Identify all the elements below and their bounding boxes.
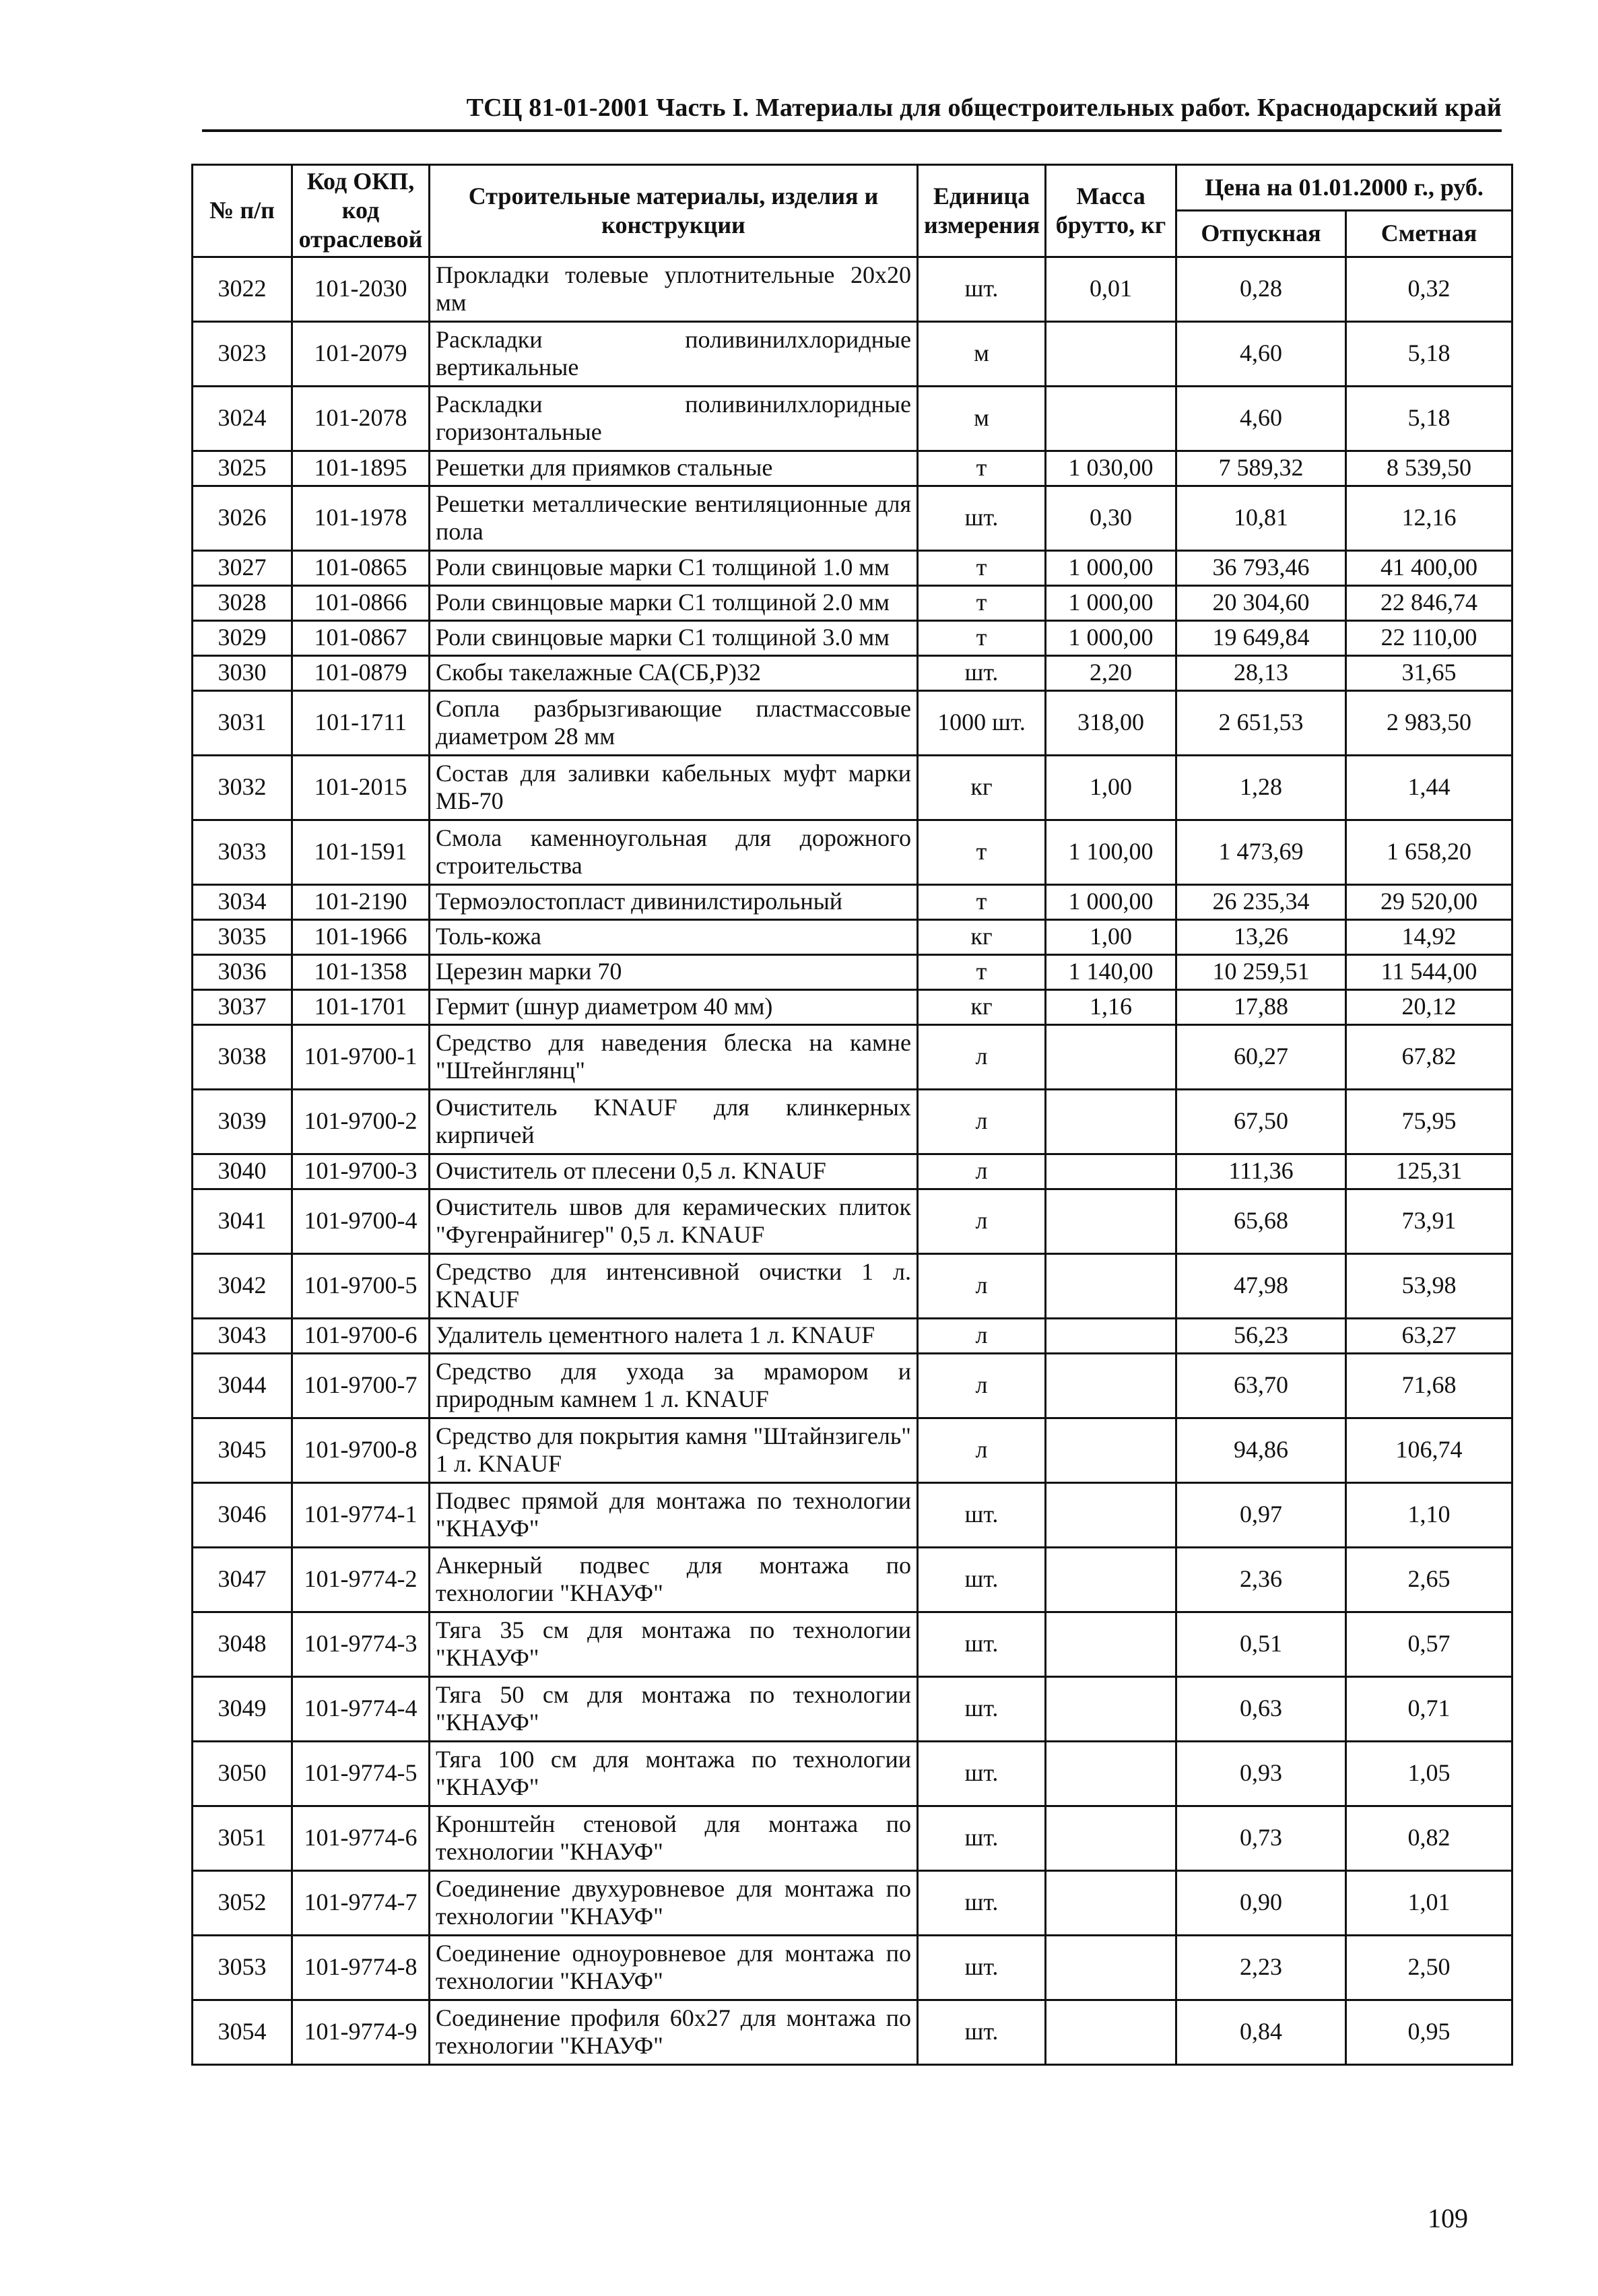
row-name: Скобы такелажные СА(СБ,Р)32: [430, 655, 918, 690]
row-unit: кг: [918, 919, 1046, 954]
row-name: Роли свинцовые марки С1 толщиной 1.0 мм: [430, 550, 918, 585]
row-code: 101-2079: [292, 321, 430, 386]
row-num: 3044: [193, 1353, 292, 1418]
row-mass: 1 030,00: [1046, 451, 1176, 486]
table-row: [193, 954, 1512, 989]
row-price-release: 2,36: [1176, 1547, 1346, 1612]
table-row: [193, 919, 1512, 954]
row-price-estimate: 8 539,50: [1346, 451, 1512, 486]
row-mass: 1,00: [1046, 919, 1176, 954]
row-price-release: 2 651,53: [1176, 690, 1346, 755]
header-row: [193, 165, 1512, 211]
row-unit: т: [918, 550, 1046, 585]
row-code: 101-9774-2: [292, 1547, 430, 1612]
row-unit: т: [918, 884, 1046, 919]
table-row: [193, 550, 1512, 585]
row-price-release: 0,90: [1176, 1870, 1346, 1935]
col-header-price-estimate: Сметная: [1346, 211, 1512, 257]
row-price-estimate: 2 983,50: [1346, 690, 1512, 755]
col-header-price-group: Цена на 01.01.2000 г., руб.: [1176, 165, 1512, 211]
table-row: [193, 989, 1512, 1024]
col-header-price-release: Отпускная: [1176, 211, 1346, 257]
row-code: 101-9700-5: [292, 1253, 430, 1318]
row-price-release: 36 793,46: [1176, 550, 1346, 585]
row-price-release: 28,13: [1176, 655, 1346, 690]
row-code: 101-1978: [292, 486, 430, 550]
row-price-release: 2,23: [1176, 1935, 1346, 2000]
row-price-estimate: 0,95: [1346, 2000, 1512, 2064]
row-unit: шт.: [918, 1676, 1046, 1741]
row-num: 3040: [193, 1154, 292, 1189]
row-price-estimate: 5,18: [1346, 386, 1512, 451]
row-price-release: 4,60: [1176, 386, 1346, 451]
row-price-release: 0,97: [1176, 1482, 1346, 1547]
table-row: [193, 1418, 1512, 1482]
row-num: 3037: [193, 989, 292, 1024]
row-price-estimate: 1,10: [1346, 1482, 1512, 1547]
row-price-estimate: 75,95: [1346, 1089, 1512, 1154]
row-num: 3031: [193, 690, 292, 755]
row-name: Средство для ухода за мрамором и природным камнем 1 л. KNAUF: [430, 1353, 918, 1418]
row-code: 101-1701: [292, 989, 430, 1024]
row-code: 101-9700-6: [292, 1318, 430, 1353]
table-row: [193, 1547, 1512, 1612]
row-code: 101-9700-1: [292, 1024, 430, 1089]
row-price-estimate: 2,65: [1346, 1547, 1512, 1612]
row-unit: 1000 шт.: [918, 690, 1046, 755]
row-price-release: 0,51: [1176, 1612, 1346, 1676]
row-price-release: 13,26: [1176, 919, 1346, 954]
row-unit: т: [918, 585, 1046, 620]
row-code: 101-9774-4: [292, 1676, 430, 1741]
row-price-estimate: 125,31: [1346, 1154, 1512, 1189]
row-unit: шт.: [918, 1935, 1046, 2000]
row-name: Прокладки толевые уплотнительные 20х20 мм: [430, 257, 918, 321]
row-unit: шт.: [918, 1870, 1046, 1935]
table-row: [193, 620, 1512, 655]
row-name: Анкерный подвес для монтажа по технологии "КНАУФ": [430, 1547, 918, 1612]
row-num: 3028: [193, 585, 292, 620]
row-price-estimate: 1,01: [1346, 1870, 1512, 1935]
table-body: [193, 257, 1512, 2064]
row-num: 3043: [193, 1318, 292, 1353]
row-price-release: 60,27: [1176, 1024, 1346, 1089]
row-mass: [1046, 1806, 1176, 1870]
table-row: [193, 1612, 1512, 1676]
col-header-code: Код ОКП, код отраслевой: [292, 165, 430, 257]
row-code: 101-9774-6: [292, 1806, 430, 1870]
row-price-estimate: 0,32: [1346, 257, 1512, 321]
row-price-estimate: 29 520,00: [1346, 884, 1512, 919]
row-price-estimate: 1,44: [1346, 755, 1512, 820]
row-num: 3038: [193, 1024, 292, 1089]
row-mass: 0,01: [1046, 257, 1176, 321]
row-price-estimate: 11 544,00: [1346, 954, 1512, 989]
row-mass: [1046, 1612, 1176, 1676]
row-name: Раскладки поливинилхлоридные вертикальные: [430, 321, 918, 386]
row-price-estimate: 0,82: [1346, 1806, 1512, 1870]
row-mass: [1046, 1154, 1176, 1189]
table-row: [193, 1353, 1512, 1418]
row-unit: шт.: [918, 2000, 1046, 2064]
table-row: [193, 1024, 1512, 1089]
row-price-release: 17,88: [1176, 989, 1346, 1024]
row-price-estimate: 71,68: [1346, 1353, 1512, 1418]
row-num: 3032: [193, 755, 292, 820]
row-unit: л: [918, 1318, 1046, 1353]
row-name: Соединение одноуровневое для монтажа по технологии "КНАУФ": [430, 1935, 918, 2000]
row-price-estimate: 1,05: [1346, 1741, 1512, 1806]
row-mass: [1046, 1741, 1176, 1806]
row-code: 101-0866: [292, 585, 430, 620]
row-num: 3039: [193, 1089, 292, 1154]
row-mass: 2,20: [1046, 655, 1176, 690]
row-price-estimate: 2,50: [1346, 1935, 1512, 2000]
row-price-estimate: 1 658,20: [1346, 820, 1512, 884]
row-price-release: 0,73: [1176, 1806, 1346, 1870]
table-row: [193, 1189, 1512, 1253]
col-header-num: № п/п: [193, 165, 292, 257]
row-price-release: 94,86: [1176, 1418, 1346, 1482]
row-name: Очиститель KNAUF для клинкерных кирпичей: [430, 1089, 918, 1154]
row-name: Смола каменноугольная для дорожного строительства: [430, 820, 918, 884]
table-row: [193, 755, 1512, 820]
row-num: 3045: [193, 1418, 292, 1482]
row-num: 3050: [193, 1741, 292, 1806]
table-row: [193, 1741, 1512, 1806]
row-num: 3041: [193, 1189, 292, 1253]
header-rule: [202, 129, 1502, 132]
row-code: 101-9774-5: [292, 1741, 430, 1806]
row-unit: т: [918, 620, 1046, 655]
row-mass: [1046, 2000, 1176, 2064]
row-price-release: 20 304,60: [1176, 585, 1346, 620]
row-price-estimate: 22 110,00: [1346, 620, 1512, 655]
row-num: 3033: [193, 820, 292, 884]
row-mass: [1046, 1676, 1176, 1741]
row-mass: [1046, 1318, 1176, 1353]
row-num: 3030: [193, 655, 292, 690]
row-unit: кг: [918, 755, 1046, 820]
row-unit: шт.: [918, 1741, 1046, 1806]
row-code: 101-2030: [292, 257, 430, 321]
row-price-release: 0,84: [1176, 2000, 1346, 2064]
row-unit: л: [918, 1418, 1046, 1482]
row-price-release: 26 235,34: [1176, 884, 1346, 919]
row-unit: шт.: [918, 1482, 1046, 1547]
row-mass: 1 100,00: [1046, 820, 1176, 884]
row-unit: т: [918, 820, 1046, 884]
row-name: Средство для интенсивной очистки 1 л. KNAUF: [430, 1253, 918, 1318]
row-mass: 1 000,00: [1046, 585, 1176, 620]
row-unit: кг: [918, 989, 1046, 1024]
row-price-release: 0,28: [1176, 257, 1346, 321]
row-code: 101-2078: [292, 386, 430, 451]
table-row: [193, 321, 1512, 386]
row-unit: л: [918, 1154, 1046, 1189]
row-price-release: 19 649,84: [1176, 620, 1346, 655]
row-price-release: 1 473,69: [1176, 820, 1346, 884]
row-mass: 1 000,00: [1046, 550, 1176, 585]
row-price-release: 47,98: [1176, 1253, 1346, 1318]
table-row: [193, 257, 1512, 321]
row-code: 101-1966: [292, 919, 430, 954]
row-num: 3029: [193, 620, 292, 655]
materials-table: [191, 164, 1513, 2066]
row-price-release: 10,81: [1176, 486, 1346, 550]
row-price-release: 4,60: [1176, 321, 1346, 386]
row-num: 3042: [193, 1253, 292, 1318]
row-code: 101-0867: [292, 620, 430, 655]
row-mass: [1046, 1482, 1176, 1547]
table-row: [193, 1870, 1512, 1935]
table-row: [193, 451, 1512, 486]
row-num: 3036: [193, 954, 292, 989]
row-mass: 1,00: [1046, 755, 1176, 820]
row-mass: 318,00: [1046, 690, 1176, 755]
row-mass: [1046, 1353, 1176, 1418]
row-code: 101-9700-2: [292, 1089, 430, 1154]
table-row: [193, 2000, 1512, 2064]
row-name: Средство для покрытия камня "Штайнзигель" 1 л. KNAUF: [430, 1418, 918, 1482]
row-unit: шт.: [918, 655, 1046, 690]
row-mass: [1046, 1253, 1176, 1318]
table-row: [193, 1154, 1512, 1189]
row-price-release: 7 589,32: [1176, 451, 1346, 486]
row-price-release: 56,23: [1176, 1318, 1346, 1353]
row-num: 3051: [193, 1806, 292, 1870]
row-num: 3047: [193, 1547, 292, 1612]
table-row: [193, 585, 1512, 620]
row-mass: [1046, 1024, 1176, 1089]
row-name: Термоэлостопласт дивинилстирольный: [430, 884, 918, 919]
row-mass: [1046, 1418, 1176, 1482]
row-name: Тяга 50 см для монтажа по технологии "КНАУФ": [430, 1676, 918, 1741]
table-row: [193, 1935, 1512, 2000]
row-num: 3024: [193, 386, 292, 451]
row-unit: шт.: [918, 1547, 1046, 1612]
row-num: 3053: [193, 1935, 292, 2000]
row-price-estimate: 67,82: [1346, 1024, 1512, 1089]
row-name: Гермит (шнур диаметром 40 мм): [430, 989, 918, 1024]
page-header: ТСЦ 81-01-2001 Часть I. Материалы для общестроительных работ. Краснодарский край: [466, 94, 1502, 122]
row-num: 3025: [193, 451, 292, 486]
row-code: 101-9774-1: [292, 1482, 430, 1547]
row-unit: л: [918, 1189, 1046, 1253]
row-code: 101-1358: [292, 954, 430, 989]
row-mass: [1046, 1547, 1176, 1612]
row-unit: м: [918, 386, 1046, 451]
row-num: 3048: [193, 1612, 292, 1676]
row-num: 3054: [193, 2000, 292, 2064]
row-unit: шт.: [918, 257, 1046, 321]
row-price-estimate: 12,16: [1346, 486, 1512, 550]
row-price-estimate: 20,12: [1346, 989, 1512, 1024]
row-unit: л: [918, 1024, 1046, 1089]
row-name: Подвес прямой для монтажа по технологии "КНАУФ": [430, 1482, 918, 1547]
row-mass: [1046, 386, 1176, 451]
table-row: [193, 655, 1512, 690]
row-mass: 1 000,00: [1046, 620, 1176, 655]
row-unit: т: [918, 954, 1046, 989]
row-unit: л: [918, 1253, 1046, 1318]
row-price-estimate: 14,92: [1346, 919, 1512, 954]
page-number: 109: [1428, 2203, 1468, 2233]
row-code: 101-9774-7: [292, 1870, 430, 1935]
row-unit: т: [918, 451, 1046, 486]
table-row: [193, 1482, 1512, 1547]
row-price-estimate: 22 846,74: [1346, 585, 1512, 620]
row-name: Роли свинцовые марки С1 толщиной 2.0 мм: [430, 585, 918, 620]
row-name: Соединение профиля 60х27 для монтажа по технологии "КНАУФ": [430, 2000, 918, 2064]
row-price-release: 0,63: [1176, 1676, 1346, 1741]
row-price-release: 65,68: [1176, 1189, 1346, 1253]
row-num: 3023: [193, 321, 292, 386]
row-price-release: 1,28: [1176, 755, 1346, 820]
table-row: [193, 486, 1512, 550]
row-price-release: 0,93: [1176, 1741, 1346, 1806]
row-unit: л: [918, 1089, 1046, 1154]
row-mass: 0,30: [1046, 486, 1176, 550]
row-name: Сопла разбрызгивающие пластмассовые диаметром 28 мм: [430, 690, 918, 755]
row-num: 3026: [193, 486, 292, 550]
row-price-estimate: 106,74: [1346, 1418, 1512, 1482]
row-mass: [1046, 1870, 1176, 1935]
row-mass: [1046, 1089, 1176, 1154]
row-price-estimate: 63,27: [1346, 1318, 1512, 1353]
row-mass: [1046, 1189, 1176, 1253]
row-unit: л: [918, 1353, 1046, 1418]
row-price-estimate: 0,57: [1346, 1612, 1512, 1676]
row-name: Состав для заливки кабельных муфт марки МБ-70: [430, 755, 918, 820]
row-code: 101-9700-7: [292, 1353, 430, 1418]
row-price-estimate: 41 400,00: [1346, 550, 1512, 585]
table-row: [193, 1676, 1512, 1741]
row-mass: [1046, 321, 1176, 386]
row-name: Очиститель швов для керамических плиток "Фугенрайнигер" 0,5 л. KNAUF: [430, 1189, 918, 1253]
row-num: 3049: [193, 1676, 292, 1741]
row-price-release: 10 259,51: [1176, 954, 1346, 989]
row-code: 101-2190: [292, 884, 430, 919]
row-name: Удалитель цементного налета 1 л. KNAUF: [430, 1318, 918, 1353]
row-code: 101-1591: [292, 820, 430, 884]
table-row: [193, 1806, 1512, 1870]
row-code: 101-9774-9: [292, 2000, 430, 2064]
col-header-name: Строительные материалы, изделия и конструкции: [430, 165, 918, 257]
row-name: Решетки металлические вентиляционные для пола: [430, 486, 918, 550]
row-name: Соединение двухуровневое для монтажа по технологии "КНАУФ": [430, 1870, 918, 1935]
col-header-mass: Масса брутто, кг: [1046, 165, 1176, 257]
row-name: Толь-кожа: [430, 919, 918, 954]
row-unit: шт.: [918, 1612, 1046, 1676]
row-price-estimate: 53,98: [1346, 1253, 1512, 1318]
row-num: 3034: [193, 884, 292, 919]
row-name: Церезин марки 70: [430, 954, 918, 989]
row-code: 101-1711: [292, 690, 430, 755]
row-name: Очиститель от плесени 0,5 л. KNAUF: [430, 1154, 918, 1189]
row-name: Тяга 35 см для монтажа по технологии "КНАУФ": [430, 1612, 918, 1676]
row-name: Роли свинцовые марки С1 толщиной 3.0 мм: [430, 620, 918, 655]
row-code: 101-9774-8: [292, 1935, 430, 2000]
row-price-release: 63,70: [1176, 1353, 1346, 1418]
row-unit: шт.: [918, 1806, 1046, 1870]
row-mass: 1 000,00: [1046, 884, 1176, 919]
row-mass: 1,16: [1046, 989, 1176, 1024]
table-row: [193, 386, 1512, 451]
row-name: Решетки для приямков стальные: [430, 451, 918, 486]
row-code: 101-2015: [292, 755, 430, 820]
row-name: Раскладки поливинилхлоридные горизонтальные: [430, 386, 918, 451]
table-row: [193, 1089, 1512, 1154]
table-row: [193, 1318, 1512, 1353]
row-num: 3046: [193, 1482, 292, 1547]
row-price-estimate: 73,91: [1346, 1189, 1512, 1253]
table-row: [193, 1253, 1512, 1318]
table-row: [193, 820, 1512, 884]
row-code: 101-9700-8: [292, 1418, 430, 1482]
table-row: [193, 884, 1512, 919]
row-num: 3052: [193, 1870, 292, 1935]
row-code: 101-9700-4: [292, 1189, 430, 1253]
row-name: Тяга 100 см для монтажа по технологии "КНАУФ": [430, 1741, 918, 1806]
col-header-unit: Единица измерения: [918, 165, 1046, 257]
row-price-estimate: 31,65: [1346, 655, 1512, 690]
row-name: Средство для наведения блеска на камне "Штейнглянц": [430, 1024, 918, 1089]
row-mass: 1 140,00: [1046, 954, 1176, 989]
row-price-estimate: 0,71: [1346, 1676, 1512, 1741]
row-name: Кронштейн стеновой для монтажа по технологии "КНАУФ": [430, 1806, 918, 1870]
table-row: [193, 690, 1512, 755]
row-num: 3027: [193, 550, 292, 585]
row-code: 101-0879: [292, 655, 430, 690]
row-num: 3035: [193, 919, 292, 954]
row-num: 3022: [193, 257, 292, 321]
row-unit: шт.: [918, 486, 1046, 550]
row-mass: [1046, 1935, 1176, 2000]
row-code: 101-9700-3: [292, 1154, 430, 1189]
row-price-estimate: 5,18: [1346, 321, 1512, 386]
row-unit: м: [918, 321, 1046, 386]
row-code: 101-9774-3: [292, 1612, 430, 1676]
row-price-release: 111,36: [1176, 1154, 1346, 1189]
row-code: 101-0865: [292, 550, 430, 585]
row-code: 101-1895: [292, 451, 430, 486]
row-price-release: 67,50: [1176, 1089, 1346, 1154]
